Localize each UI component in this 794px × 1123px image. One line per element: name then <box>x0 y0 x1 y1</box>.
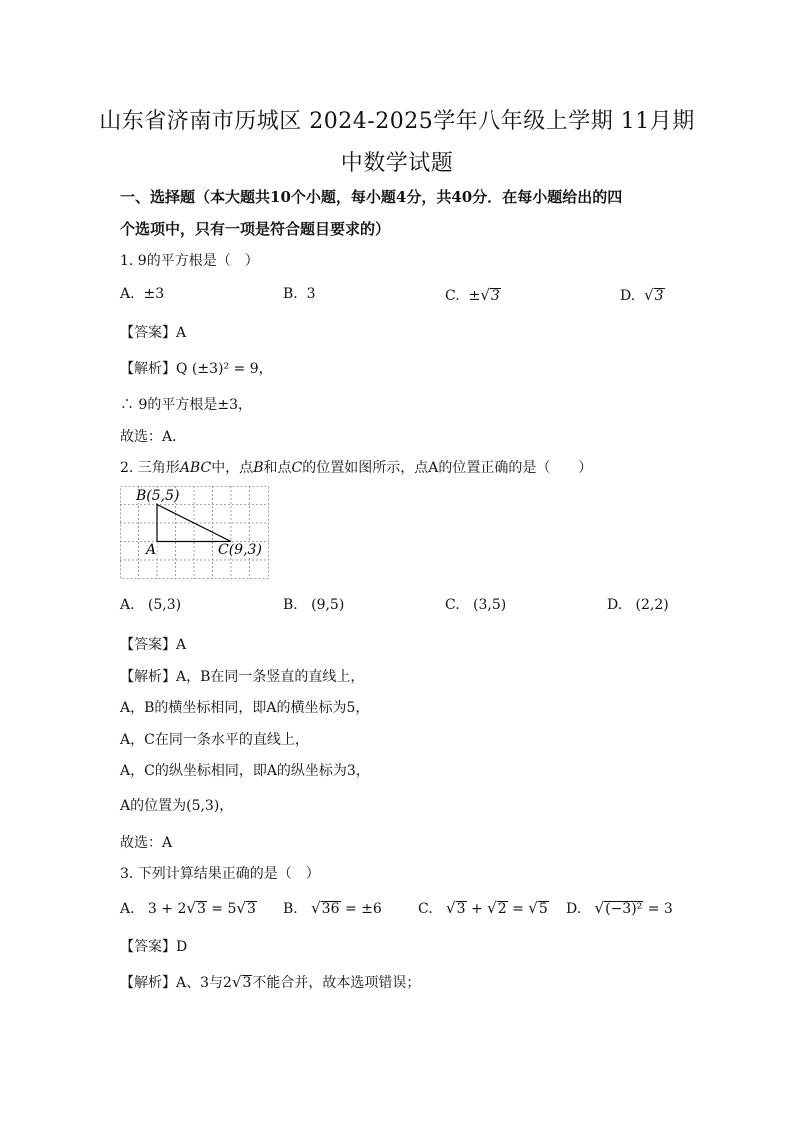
q3-option-a-radicand2: 3 <box>246 901 256 917</box>
q3-answer <box>120 936 187 956</box>
q3-option-d-post: = 3 <box>643 901 673 917</box>
q2-label-c: C(9,3) <box>218 542 262 558</box>
q1-option-a-label: A. <box>120 286 135 302</box>
q1-option-b-label: B. <box>283 286 298 302</box>
q3-answer-value: D <box>176 939 188 955</box>
q2-option-d-value: (2,2) <box>635 597 669 613</box>
q2-stem-pre: 2. 三角形 <box>120 460 180 476</box>
q2-option-b-label: B. <box>283 597 298 613</box>
q3-option-b-radicand: 36 <box>321 901 340 917</box>
q1-option-a <box>120 286 164 302</box>
q1-option-b <box>283 286 316 302</box>
q2-option-a-value: (5,3) <box>147 597 182 613</box>
q3-option-c-label: C. <box>418 901 433 917</box>
section-heading-line2: 个选项中，只有一项是符合题目要求的） <box>120 220 391 238</box>
q3-option-c-eq: = <box>507 901 529 917</box>
q1-analysis <box>120 358 273 378</box>
q2-answer-value: A <box>176 637 187 653</box>
q3-analysis-post: 不能合并，故本选项错误； <box>252 975 421 991</box>
q1-option-d-radicand: 3 <box>654 288 664 304</box>
q3-answer-tag: 【答案】 <box>120 939 176 955</box>
q2-answer <box>120 634 186 654</box>
q2-option-c-value: (3,5) <box>473 597 507 613</box>
q2-analysis-line2: A，B的横坐标相同，即A的横坐标为5， <box>120 700 370 716</box>
q3-option-a-radicand1: 3 <box>196 901 206 917</box>
q2-analysis-line3: A，C在同一条水平的直线上， <box>120 732 309 748</box>
q1-option-c-pm: ± <box>468 288 481 304</box>
q3-option-d: D. √(−3)² = 3 <box>566 899 673 917</box>
q2-stem-mid1: 中，点 <box>211 460 254 476</box>
q3-option-b-label: B. <box>283 901 298 917</box>
q2-label-b: B(5,5) <box>136 488 180 504</box>
q3-option-b: B. √36 = ±6 <box>283 899 382 917</box>
q1-answer <box>120 322 186 342</box>
q2-option-c <box>445 597 506 613</box>
q3-option-d-radicand: (−3)² <box>605 901 643 917</box>
q3-analysis: 【解析】A、3与2√3不能合并，故本选项错误； <box>120 973 421 991</box>
q2-analysis-line4: A，C的纵坐标相同，即A的纵坐标为3， <box>120 763 370 779</box>
q1-option-b-value: 3 <box>306 286 316 302</box>
q2-stem-c: C <box>291 460 303 476</box>
q2-option-c-label: C. <box>445 597 460 613</box>
q3-option-c-radicand1: 3 <box>456 901 466 917</box>
section-heading-line1: 一、选择题（本大题共10个小题，每小题4分，共40分．在每小题给出的四 <box>120 188 623 206</box>
q3-option-a-label: A. <box>120 901 135 917</box>
q1-option-c: C. ±√3 <box>445 286 500 304</box>
q2-analysis-line5: A的位置为(5,3)， <box>120 798 234 814</box>
q2-option-b <box>283 597 344 613</box>
q3-option-c: C. √3 + √2 = √5 <box>418 899 548 917</box>
q3-option-c-radicand3: 5 <box>538 901 548 917</box>
q2-stem <box>120 457 592 477</box>
q1-option-c-radicand: 3 <box>490 288 500 304</box>
q2-option-a <box>120 597 181 613</box>
q3-analysis-tag: 【解析】 <box>120 975 176 991</box>
q3-stem: 3. 下列计算结果正确的是（ ） <box>120 866 320 882</box>
doc-title-line2: 中数学试题 <box>340 151 454 176</box>
q1-stem: 1. 9的平方根是（ ） <box>120 253 259 269</box>
q2-analysis <box>120 666 364 686</box>
q3-analysis-radicand: 3 <box>242 975 252 991</box>
q1-option-c-label: C. <box>445 288 460 304</box>
q2-option-d-label: D. <box>607 597 623 613</box>
q2-stem-post: 的位置如图所示，点A的位置正确的是（ ） <box>302 460 593 476</box>
q3-option-a-pre: 3 + 2 <box>147 901 187 917</box>
q3-option-a-mid: = 5 <box>206 901 237 917</box>
q1-conclusion: 故选：A． <box>120 429 187 445</box>
q1-answer-tag: 【答案】 <box>120 325 176 341</box>
q3-analysis-pre: A、3与2 <box>176 975 232 991</box>
q1-answer-value: A <box>176 325 187 341</box>
q1-analysis-line2: ∴ 9的平方根是±3， <box>120 397 252 413</box>
q3-option-a: A. 3 + 2√3 = 5√3 <box>120 899 256 917</box>
q2-option-d <box>607 597 669 613</box>
q1-option-d: D. √3 <box>620 286 664 304</box>
q2-stem-b: B <box>253 460 264 476</box>
q2-conclusion: 故选：A <box>120 835 173 851</box>
doc-title-line1: 山东省济南市历城区 2024-2025学年八年级上学期 11月期 <box>99 109 695 134</box>
q3-option-c-radicand2: 2 <box>497 901 507 917</box>
q3-option-c-plus: + <box>466 901 488 917</box>
q3-option-d-label: D. <box>566 901 582 917</box>
q2-answer-tag: 【答案】 <box>120 637 176 653</box>
q2-analysis-line1: A，B在同一条竖直的直线上， <box>176 669 365 685</box>
q2-grid-figure <box>120 486 270 580</box>
q2-label-a: A <box>146 542 157 558</box>
q2-stem-abc: ABC <box>179 460 212 476</box>
q1-analysis-line1: Q (±3)² = 9， <box>176 361 273 377</box>
q1-analysis-tag: 【解析】 <box>120 361 176 377</box>
q2-analysis-tag: 【解析】 <box>120 669 176 685</box>
q1-option-a-value: ±3 <box>143 286 165 302</box>
q3-option-b-post: = ±6 <box>340 901 382 917</box>
q1-option-d-label: D. <box>620 288 636 304</box>
q2-stem-mid2: 和点 <box>263 460 292 476</box>
q2-option-a-label: A. <box>120 597 135 613</box>
q2-option-b-value: (9,5) <box>311 597 345 613</box>
